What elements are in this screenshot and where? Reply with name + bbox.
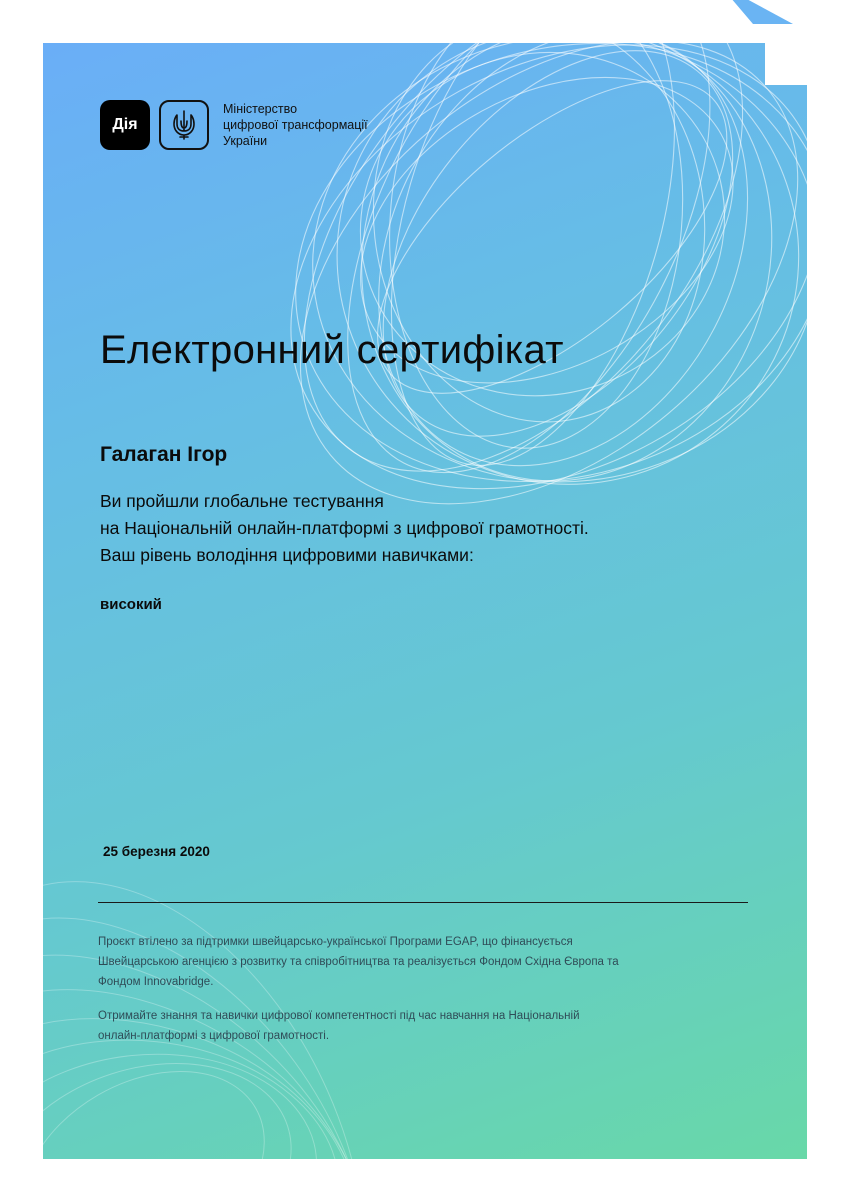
globe-line [43,1030,301,1159]
footer-line: Отримайте знання та навички цифрової компетентності під час навчання на Національній [98,1010,580,1022]
footer-line: онлайн-платформі з цифрової грамотності. [98,1030,330,1042]
ministry-name [223,101,368,149]
body-line: Ви пройшли глобальне тестування [100,491,384,511]
certificate-sheet [43,43,807,1159]
folded-corner-icon [722,0,807,85]
logo-group [100,100,368,150]
body-line: на Національній онлайн-платформі з цифрової грамотності. [100,518,589,538]
globe-line [317,43,769,442]
skill-level: високий [100,596,162,613]
globe-line [43,833,462,1159]
divider [98,902,748,903]
footer-line: Фондом Innovabridge. [98,976,214,988]
globe-line [371,43,701,461]
footer-line: Проєкт втілено за підтримки швейцарсько-української Програми EGAP, що фінансується [98,936,573,948]
footer-paragraph-sponsors [98,932,738,992]
ministry-line: цифрової трансформації [223,118,368,132]
ministry-line: України [223,134,268,148]
ministry-line: Міністерство [223,102,298,116]
globe-line [43,1027,320,1159]
diia-logo: Дія [100,100,150,150]
footer-line: Швейцарською агенцією з розвитку та співробітництва та реалізується Фондом Східна Європа та [98,956,619,968]
certificate-body [100,488,589,569]
issue-date: 25 березня 2020 [103,844,210,859]
trident-emblem-icon [159,100,209,150]
globe-line [43,1037,328,1159]
certificate-title: Електронний сертифікат [100,328,564,372]
globe-line [306,43,807,530]
footer-paragraph-invite [98,1006,738,1046]
body-line: Ваш рівень володіння цифровими навичками: [100,545,474,565]
recipient-name: Галаган Ігор [100,443,228,466]
